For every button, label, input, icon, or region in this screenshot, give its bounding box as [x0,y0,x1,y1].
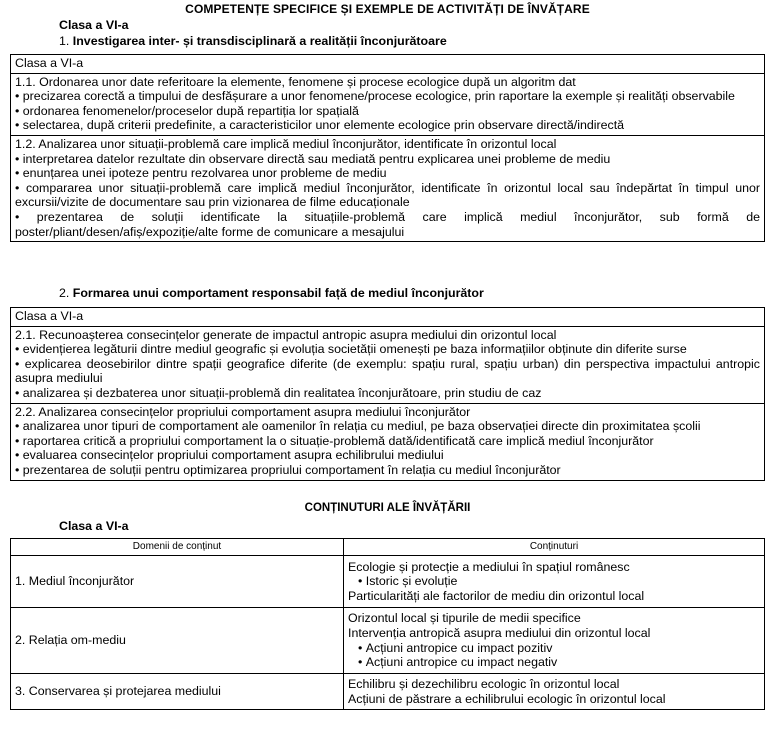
section-heading: 2.2. Analizarea consecințelor propriului comportament asupra mediului înconjurător [15,404,471,419]
competence-2-number: 2. [59,286,70,300]
domain-cell: 3. Conservarea și protejarea mediului [11,674,344,710]
competence-1-number: 1. [59,34,70,48]
list-item: • compararea unor situații-problemă care implică mediul înconjurător, identificate în orizontul local sau îndepărtat în timpul unor excursii/vizite de documentare sau prin vizionarea de filme educaționale [15,181,760,210]
content-subitem: • Acțiuni antropice cu impact pozitiv [348,641,760,656]
contents-title: CONȚINUTURI ALE ÎNVĂȚĂRII [304,502,471,514]
content-line: Acțiuni de păstrare a echilibrului ecologic în orizontul local [348,691,666,706]
page-title: COMPETENȚE SPECIFICE ȘI EXEMPLE DE ACTIVITĂȚI DE ÎNVĂȚARE [185,2,590,16]
competence-2-title: Formarea unui comportament responsabil față de mediul înconjurător [72,286,484,300]
section-2-1 [11,327,764,404]
table-row [11,674,765,710]
list-item: • raportarea critică a propriului comportament la o situație-problemă dată/identificată care implică mediul înconjurător [15,434,760,449]
content-subitem: • Istoric și evoluție [348,574,760,589]
list-item: • precizarea corectă a timpului de desfășurare a unor fenomene/procese ecologice, prin raportare la exemple și realități observabile [15,89,760,104]
list-item: • interpretarea datelor rezultate din observare directă sau mediată pentru explicarea unei probleme de mediu [15,152,760,167]
competence-1-box [10,54,765,242]
content-line: Ecologie și protecție a mediului în spațiul românesc [348,559,630,574]
section-1-1 [11,74,764,136]
table-row [11,608,765,674]
competence-2-heading [59,286,484,300]
list-item: • prezentarea de soluții identificate la situațiile-problemă care implică mediul înconjurător, sub formă de poster/pliant/desen/afiș/expoziție/alte forme de comunicare a mesajului [15,210,760,239]
list-item: • ordonarea fenomenelor/proceselor după repartiția lor spațială [15,104,760,119]
contents-cell [344,608,765,674]
section-heading: 1.1. Ordonarea unor date referitoare la elemente, fenomene și procese ecologice după un algoritm dat [15,74,576,89]
column-header-domains: Domenii de conținut [11,539,344,556]
section-2-2 [11,404,764,480]
section-1-2 [11,136,764,241]
list-item: • prezentarea de soluții pentru optimizarea propriului comportament în relația cu mediul înconjurător [15,463,760,478]
list-item: • evidențierea legăturii dintre mediul geografic și evoluția societății omenești pe baza informațiilor obținute din diferite surse [15,342,760,357]
column-header-contents: Conținuturi [344,539,765,556]
domain-cell: 1. Mediul înconjurător [11,556,344,608]
content-line: Particularități ale factorilor de mediu din orizontul local [348,588,645,603]
competence-2-box [10,307,765,481]
class-label: Clasa a VI-a [59,18,129,32]
table-row [11,556,765,608]
list-item: • explicarea deosebirilor dintre spații geografice diferite (de exemplu: spațiu rural, spațiu urban) din perspectiva impactului antropic asupra mediului [15,357,760,386]
content-line: Echilibru și dezechilibru ecologic în orizontul local [348,676,620,691]
list-item: • selectarea, după criterii predefinite, a caracteristicilor unor elemente ecologice prin observare directă/indirectă [15,118,760,133]
contents-table [10,538,765,710]
contents-cell [344,556,765,608]
content-line: Orizontul local și tipurile de medii specifice [348,611,581,626]
competence-1-heading [59,34,447,48]
list-item: • analizarea unor tipuri de comportament ale oamenilor în relația cu mediul, pe baza observației directe din proximitatea școlii [15,419,760,434]
table-header-row [11,539,765,556]
content-subitem: • Acțiuni antropice cu impact negativ [348,655,760,670]
content-line: Intervenția antropică asupra mediului din orizontul local [348,625,651,640]
contents-cell [344,674,765,710]
domain-cell: 2. Relația om-mediu [11,608,344,674]
list-item: • analizarea și dezbaterea unor situații-problemă din realitatea înconjurătoare, prin studiu de caz [15,386,760,401]
list-item: • evaluarea consecințelor propriului comportament asupra echilibrului mediului [15,448,760,463]
contents-class-label: Clasa a VI-a [59,519,129,533]
class-row: Clasa a VI-a [11,308,764,327]
section-heading: 1.2. Analizarea unor situații-problemă care implică mediul înconjurător, identificate în orizontul local [15,136,557,151]
class-row: Clasa a VI-a [11,55,764,74]
competence-1-title: Investigarea inter- și transdisciplinară a realității înconjurătoare [72,34,447,48]
list-item: • enunțarea unei ipoteze pentru rezolvarea unor probleme de mediu [15,166,760,181]
section-heading: 2.1. Recunoașterea consecințelor generate de impactul antropic asupra mediului din orizontul local [15,327,557,342]
